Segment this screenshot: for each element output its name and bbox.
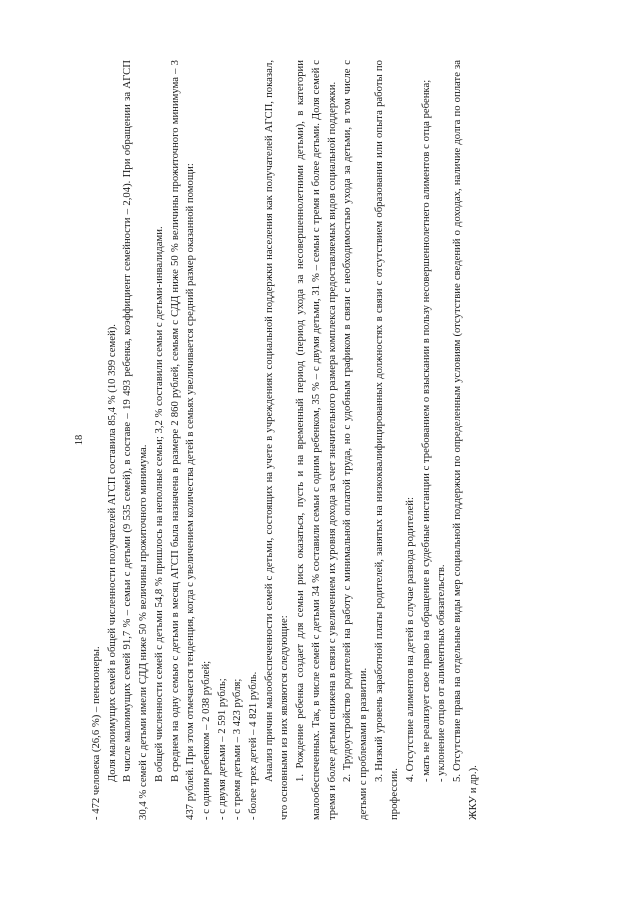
paragraph-reason-2: 2. Трудоустройство родителей на работу с минимальной оплатой труда, но с удобным графиком в связи с необходимостью ухода за детьми, в том числе с детьми с проблемами в развитии.	[341, 60, 369, 820]
paragraph-families-with-children: В числе малоимущих семей 91,7 % – семьи с детьми (9 535 семей), в составе – 19 493 ребенка, коэффициент семейности – 2,04). При обращении за АГСП 30,4 % семей с детьми имели СДД ниже 50 % величины прожиточного минимума.	[121, 60, 150, 820]
paragraph-average-amount: В среднем на одну семью с детьми в месяц АГСП была назначена в размере 2 860 рублей, семьям с СДД ниже 50 % величины прожиточного минимума – 3 437 рублей. При этом отмечается тенденция, когда с увеличением количества детей в семьях увеличивается средний размер оказанной помощи:	[168, 60, 197, 820]
paragraph-pensioners: - 472 человека (26,6 %) – пенсионеры.	[90, 646, 102, 820]
paragraph-low-income-share: Доля малоимущих семей в общей численности получателей АГСП составила 85,4 % (10 399 семей).	[105, 324, 118, 782]
rotated-page	[70, 60, 510, 820]
list-item-three-children: - с тремя детьми – 3 423 рубля;	[231, 678, 244, 820]
paragraph-reason-3: 3. Низкий уровень заработной платы родителей, занятых на низкоквалифицированных должностях в связи с отсутствием образования или опыта работы по профессии.	[372, 60, 401, 820]
page-number: 18	[74, 434, 85, 446]
paragraph-reason-5: 5. Отсутствие права на отдельные виды мер социальной поддержки по определенным условиям (отсутствие сведений о доходах, наличие долга по оплате за ЖКУ и др.).	[451, 60, 479, 820]
paragraph-reason-4b: - уклонение отцов от алиментных обязательств.	[435, 564, 448, 782]
list-item-one-child: - с одним ребенком – 2 038 рублей;	[199, 660, 212, 820]
paragraph-reason-4a: - мать не реализует свое право на обращение в судебные инстанции с требованием о взыскании в пользу несовершеннолетнего алиментов с отца ребенка;	[419, 79, 432, 782]
paragraph-incomplete-families: В общей численности семей с детьми 54,8 % пришлось на неполные семьи; 3,2 % составили семьи с детьми-инвалидами.	[152, 226, 165, 782]
list-item-two-children: - с двумя детьми – 2 591 рубль;	[215, 678, 228, 820]
document-body	[89, 60, 482, 820]
list-item-more-children: - более трех детей – 4 821 рубль.	[247, 671, 260, 820]
paragraph-analysis-intro: Анализ причин малообеспеченности семей с детьми, состоящих на учете в учреждениях социальной поддержки населения как получателей АГСП, показал, что основными из них являются следующие:	[262, 60, 291, 820]
paragraph-reason-1: 1. Рождение ребенка создает для семьи риск оказаться, пусть и на временный период (период ухода за несовершеннолетними детьми), в категории малообеспеченных. Так, в числе семей с детьми 34 % составили семьи с одним ребенком, 35 % – с двумя детьми, 31 % – семьи с тремя и более детьми. Доля семей с тремя и более детьми снижена в связи с увеличением их уровня дохода за счет значительного размера комплекса предоставляемых видов социальной поддержки.	[294, 60, 338, 820]
paragraph-reason-4: 4. Отсутствие алиментов на детей в случае развода родителей:	[404, 497, 417, 782]
